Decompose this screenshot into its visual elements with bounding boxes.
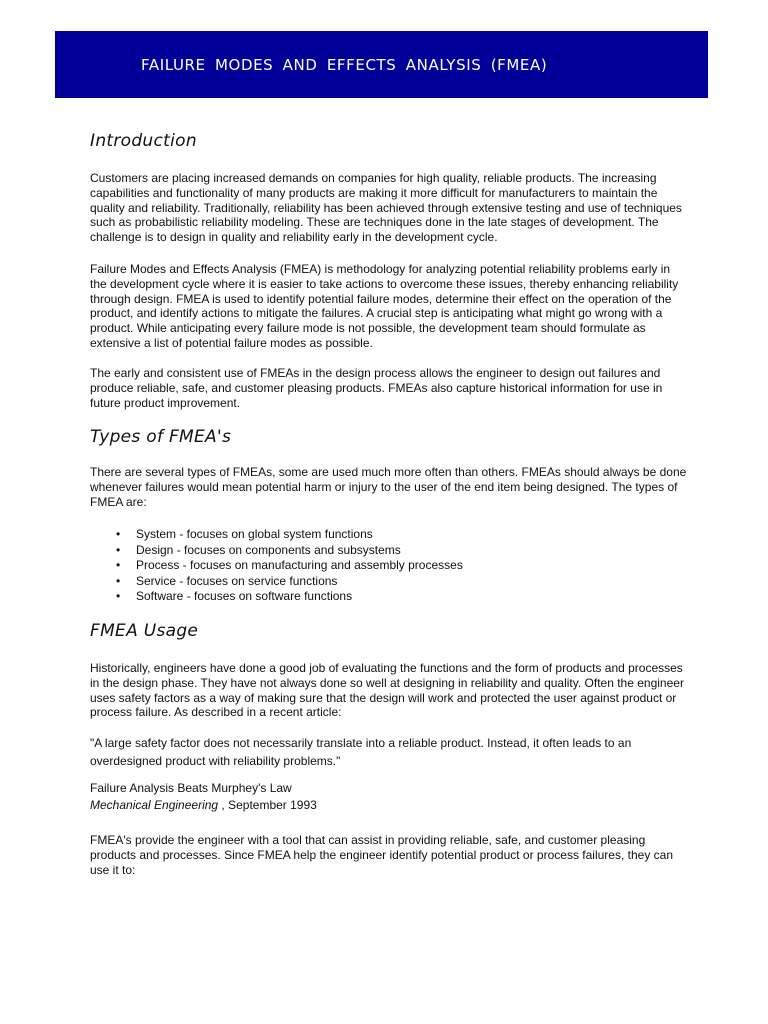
document-title: FAILURE MODES AND EFFECTS ANALYSIS (FMEA) — [141, 56, 548, 74]
introduction-heading: Introduction — [90, 131, 197, 151]
bullet-icon: • — [116, 589, 121, 603]
list-item — [116, 558, 463, 574]
fmea-types-list — [116, 527, 463, 605]
types-heading: Types of FMEA's — [90, 427, 232, 447]
list-item-text: System - focuses on global system functions — [136, 527, 373, 541]
quote-source-citation — [90, 797, 317, 814]
list-item-text: Software - focuses on software functions — [136, 589, 353, 603]
list-item-text: Process - focuses on manufacturing and assembly processes — [136, 558, 463, 572]
types-intro-paragraph: There are several types of FMEAs, some are used much more often than others. FMEAs should always be done whenever failures would mean potential harm or injury to the user of the end item being designed. The types of FMEA are: — [90, 465, 687, 509]
list-item — [116, 527, 463, 543]
introduction-paragraph-3: The early and consistent use of FMEAs in the design process allows the engineer to design out failures and produce reliable, safe, and customer pleasing products. FMEAs also capture historical information for use in future product improvement. — [90, 366, 663, 410]
list-item-text: Design - focuses on components and subsystems — [136, 542, 401, 557]
list-item — [116, 543, 463, 559]
usage-closing-paragraph: FMEA's provide the engineer with a tool that can assist in providing reliable, safe, and customer pleasing products and processes. Since FMEA help the engineer identify potential product or process failures, they can use it to: — [90, 833, 673, 877]
usage-quote: "A large safety factor does not necessarily translate into a reliable product. Instead, it often leads to an overdesigned product with reliability problems." — [90, 736, 632, 768]
source-publication: Mechanical Engineering — [90, 798, 219, 812]
bullet-icon: • — [116, 558, 121, 572]
introduction-paragraph-2: Failure Modes and Effects Analysis (FMEA) is methodology for analyzing potential reliability problems early in the development cycle where it is easier to take actions to overcome these issues, thereby enhancing reliability through design. FMEA is used to identify potential failure modes, determine their effect on the operation of the product, and identify actions to mitigate the failures. A crucial step is anticipating what might go wrong with a product. While anticipating every failure mode is not possible, the development team should formulate as extensive a list of potential failure modes as possible. — [90, 262, 679, 350]
bullet-icon: • — [116, 573, 121, 588]
bullet-icon: • — [116, 542, 121, 557]
bullet-icon: • — [116, 527, 121, 541]
introduction-paragraph-1: Customers are placing increased demands on companies for high quality, reliable products. The increasing capabilities and functionality of many products are making it more difficult for manufacturers to maintain the quality and reliability. Traditionally, reliability has been achieved through extensive testing and use of techniques such as probabilistic reliability modeling. These are techniques done in the late stages of development. The challenge is to design in quality and reliability early in the development cycle. — [90, 171, 682, 245]
list-item-text: Service - focuses on service functions — [136, 573, 338, 588]
title-banner — [55, 31, 708, 98]
source-date: , September 1993 — [218, 798, 317, 812]
usage-paragraph: Historically, engineers have done a good job of evaluating the functions and the form of products and processes in the design phase. They have not always done so well at designing in reliability and quality. Often the engineer uses safety factors as a way of making sure that the design will work and protected the user against product or process failure. As described in a recent article: — [90, 661, 684, 720]
usage-heading: FMEA Usage — [90, 621, 199, 641]
quote-source-title: Failure Analysis Beats Murphey's Law — [90, 781, 292, 795]
list-item — [116, 574, 463, 590]
list-item — [116, 589, 463, 605]
